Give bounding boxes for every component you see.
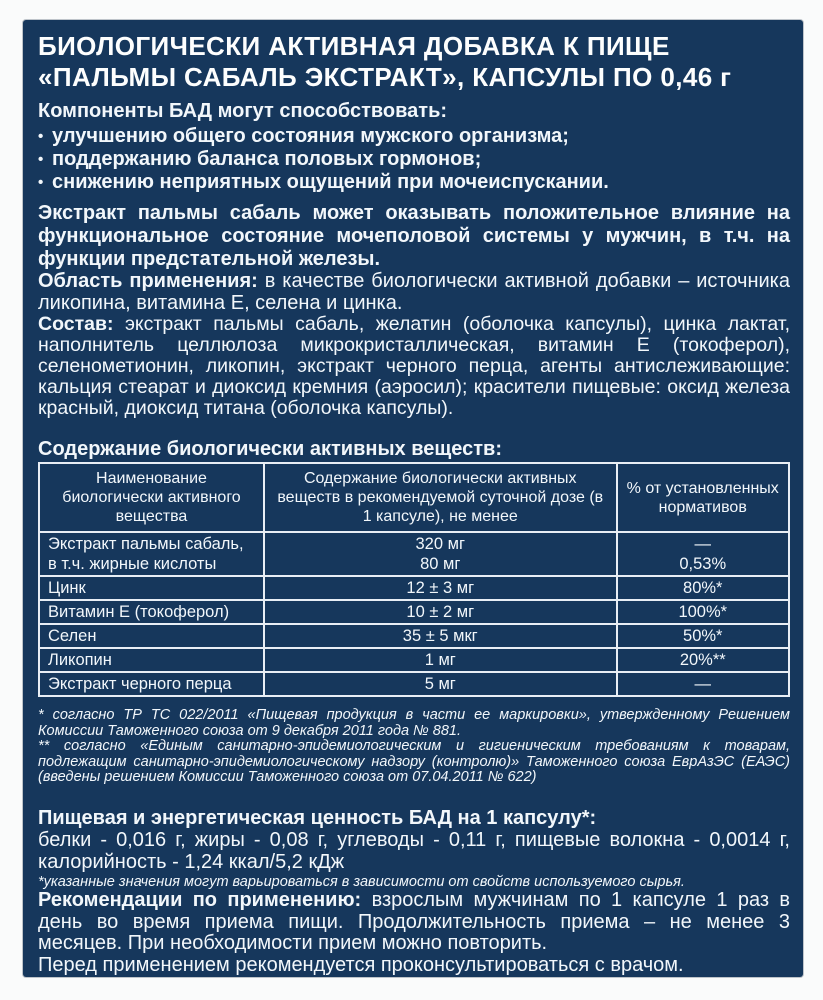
table-row-vitamin-e (39, 600, 789, 624)
product-title (38, 31, 790, 93)
percent-cell: 80%* (617, 576, 790, 600)
dose-cell: 35 ± 5 мкг (264, 624, 617, 648)
title-line-2: «ПАЛЬМЫ САБАЛЬ ЭКСТРАКТ», КАПСУЛЫ ПО 0,46 г (38, 62, 732, 92)
application-paragraph (38, 270, 790, 314)
dose-cell: 10 ± 2 мг (264, 600, 617, 624)
substance-name-cell: Экстракт черного перца (39, 672, 264, 696)
components-note: Экстракт пальмы сабаль может оказывать положительное влияние на функциональное состояние мочеполовой системы у мужчин, в т.ч. на функции предстательной железы. (38, 202, 790, 270)
composition-text: экстракт пальмы сабаль, желатин (оболочка капсулы), цинка лактат, наполнитель целлюлоза микрокристаллическая, витамин Е (токоферол), селенометионин, ликопин, экстракт черного перца, агенты антислеживающие: кальция стеарат и диоксид кремния (аэросил); красители пищевые: оксид железа красный, диоксид титана (оболочка капсулы). (38, 313, 790, 419)
dose-cell: 12 ± 3 мг (264, 576, 617, 600)
substance-line: в т.ч. жирные кислоты (48, 555, 217, 573)
percent-cell (617, 532, 790, 576)
nutrition-section (38, 808, 790, 890)
benefit-item-2: • поддержанию баланса половых гормонов; (38, 148, 790, 171)
benefits-list (38, 125, 790, 194)
table-row-zinc (39, 576, 789, 600)
substance-name-cell: Селен (39, 624, 264, 648)
composition-label: Состав: (38, 313, 114, 335)
recommendations-section (38, 890, 790, 976)
table-row-lycopene (39, 648, 789, 672)
nutrition-note: *указанные значения могут варьироваться в зависимости от свойств используемого сырья. (38, 874, 685, 890)
percent-cell: 100%* (617, 600, 790, 624)
footnote-1: * согласно ТР ТС 022/2011 «Пищевая продукция в части ее маркировки», утвержденному Решением Комиссии Таможенного союза от 9 декабря 2011 года № 881. (38, 707, 790, 739)
title-line-1: БИОЛОГИЧЕСКИ АКТИВНАЯ ДОБАВКА К ПИЩЕ (38, 31, 670, 61)
dose-cell (264, 532, 617, 576)
recommendations-paragraph (38, 890, 790, 955)
percent-line: 0,53% (679, 555, 727, 573)
dose-line: 80 мг (420, 555, 461, 573)
supplement-label (23, 20, 803, 977)
substance-name-cell (39, 532, 264, 576)
substance-line: Экстракт пальмы сабаль, (48, 535, 244, 553)
substance-name-cell: Ликопин (39, 648, 264, 672)
table-caption: Содержание биологически активных веществ: (38, 438, 502, 460)
dose-line: 320 мг (415, 535, 465, 553)
table-row-black-pepper (39, 672, 789, 696)
table-header-dose: Содержание биологически активных веществ в рекомендуемой суточной дозе (в 1 капсуле), не менее (264, 463, 617, 532)
percent-cell: 20%** (617, 648, 790, 672)
components-section (38, 100, 790, 271)
table-row-selenium (39, 624, 789, 648)
recommendations-label: Рекомендации по применению: (38, 889, 362, 911)
dose-cell: 5 мг (264, 672, 617, 696)
table-header-row (39, 463, 789, 532)
active-substances-table (38, 462, 790, 697)
table-header-substance: Наименование биологически активного вещества (39, 463, 264, 532)
application-text: в качестве биологически активной добавки – источника ликопина, витамина Е, селена и цинка. (38, 270, 790, 314)
percent-cell: — (617, 672, 790, 696)
components-heading: Компоненты БАД могут способствовать: (38, 100, 448, 122)
table-header-percent: % от установленных нормативов (617, 463, 790, 532)
table-row-sabal-extract (39, 532, 789, 576)
nutrition-text: белки - 0,016 г, жиры - 0,08 г, углеводы - 0,11 г, пищевые волокна - 0,0014 г, калорийность - 1,24 ккал/5,2 кДж (38, 829, 790, 873)
benefit-item-1: • улучшению общего состояния мужского организма; (38, 125, 790, 148)
percent-line: — (694, 535, 711, 553)
percent-cell: 50%* (617, 624, 790, 648)
application-label: Область применения: (38, 270, 258, 292)
footnotes-section (38, 708, 790, 786)
nutrition-heading: Пищевая и энергетическая ценность БАД на 1 капсулу*: (38, 807, 597, 829)
benefit-item-3: • снижению неприятных ощущений при мочеиспускании. (38, 171, 790, 194)
dose-cell: 1 мг (264, 648, 617, 672)
recommendations-extra: Перед применением рекомендуется проконсультироваться с врачом. (38, 953, 684, 976)
footnote-2: ** согласно «Единым санитарно-эпидемиологическим и гигиеническим требованиям к товарам, подлежащим санитарно-эпидемиологическому надзору (контролю)» Таможенного союза ЕврАзЭС (ЕАЭС) (введены решением Комиссии Таможенного союза от 07.04.2011 № 622) (38, 738, 790, 786)
composition-paragraph (38, 314, 790, 419)
recommendations-text: взрослым мужчинам по 1 капсуле 1 раз в день во время приема пищи. Продолжительность приема – не менее 3 месяцев. При необходимости прием можно повторить. (38, 889, 791, 954)
substance-name-cell: Цинк (39, 576, 264, 600)
substance-name-cell: Витамин Е (токоферол) (39, 600, 264, 624)
